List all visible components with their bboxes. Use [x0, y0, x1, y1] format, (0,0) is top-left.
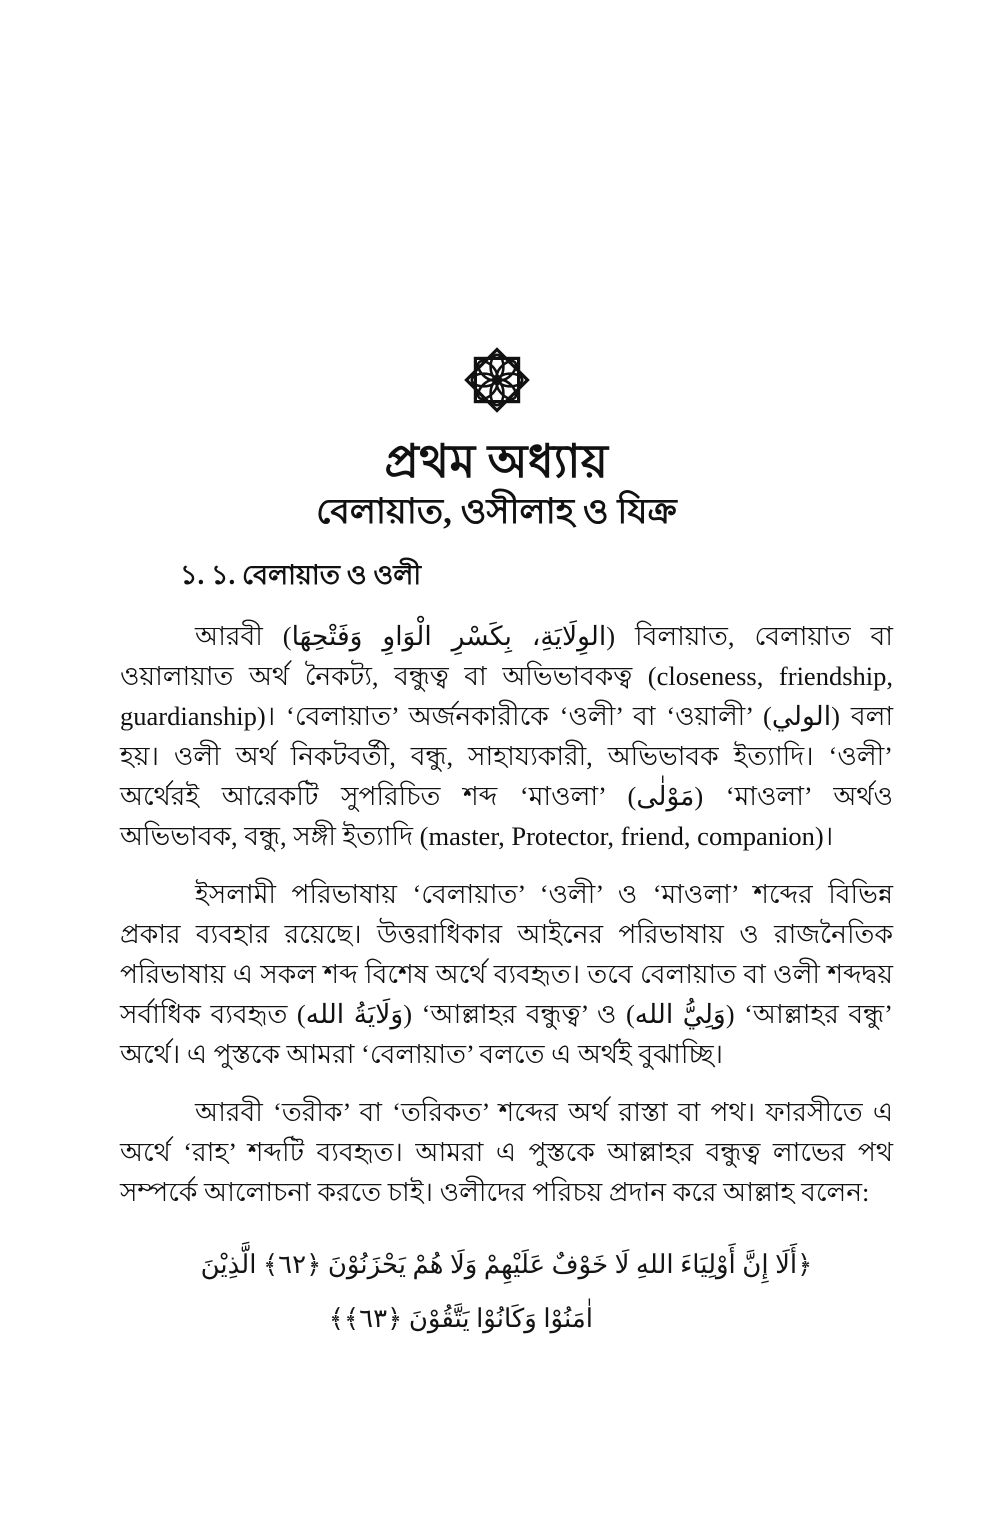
page-body [0, 555, 993, 1346]
section-heading: ১. ১. বেলায়াত ও ওলী [180, 559, 422, 590]
quran-verse-line-2: اٰمَنُوْا وَكَانُوْا يَتَّقُوْنَ ﴿٦٣﴾﴾ [328, 1303, 593, 1333]
ornament-container [0, 340, 993, 420]
paragraph-tariq-meaning: আরবী ‘তরীক’ বা ‘তরিকত’ শব্দের অর্থ রাস্তা বা পথ। ফারসীতে এ অর্থে ‘রাহ’ শব্দটি ব্যবহৃত। আমরা এ পুস্তকে আল্লাহর বন্ধুত্ব লাভের পথ সম্পর্কে আলোচনা করতে চাই। ওলীদের পরিচয় প্রদান করে আল্লাহ বলেন: [120, 1096, 893, 1207]
quran-verse-line-1: ﴿أَلَا إِنَّ أَوْلِيَاءَ اللهِ لَا خَوْفٌ عَلَيْهِمْ وَلَا هُمْ يَحْزَنُوْنَ ﴿٦٢﴾ الَّذِيْنَ [200, 1249, 813, 1279]
paragraph-welayat-definition: আরবী (الوِلَايَةِ، بِكَسْرِ الْوَاوِ وَفَتْحِهَا) বিলায়াত, বেলায়াত বা ওয়ালায়াত অর্থ নৈকট্য, বন্ধুত্ব বা অভিভাবকত্ব (closeness, friendship, guardianship)। ‘বেলায়াত’ অর্জনকারীকে ‘ওলী’ বা ‘ওয়ালী’ (الولي) বলা হয়। ওলী অর্থ নিকটবর্তী, বন্ধু, সাহায্যকারী, অভিভাবক ইত্যাদি। ‘ওলী’ অর্থেরই আরেকটি সুপরিচিত শব্দ ‘মাওলা’ (مَوْلٰى) ‘মাওলা’ অর্থও অভিভাবক, বন্ধু, সঙ্গী ইত্যাদি (master, Protector, friend, companion)। [120, 620, 893, 851]
quran-verse-block [120, 1238, 893, 1346]
eight-point-star-ornament-icon [457, 340, 537, 420]
chapter-title: প্রথম অধ্যায় [384, 436, 609, 487]
chapter-subtitle: বেলায়াত, ওসীলাহ ও যিক্র [316, 491, 677, 531]
paragraph-islamic-terminology: ইসলামী পরিভাষায় ‘বেলায়াত’ ‘ওলী’ ও ‘মাওলা’ শব্দের বিভিন্ন প্রকার ব্যবহার রয়েছে। উত্তরাধিকার আইনের পরিভাষায় ও রাজনৈতিক পরিভাষায় এ সকল শব্দ বিশেষ অর্থে ব্যবহৃত। তবে বেলায়াত বা ওলী শব্দদ্বয় সর্বাধিক ব্যবহৃত (وَلَايَةُ الله) ‘আল্লাহর বন্ধুত্ব’ ও (وَلِيُّ الله) ‘আল্লাহর বন্ধু’ অর্থে। এ পুস্তকে আমরা ‘বেলায়াত’ বলতে এ অর্থই বুঝাচ্ছি। [120, 878, 893, 1069]
